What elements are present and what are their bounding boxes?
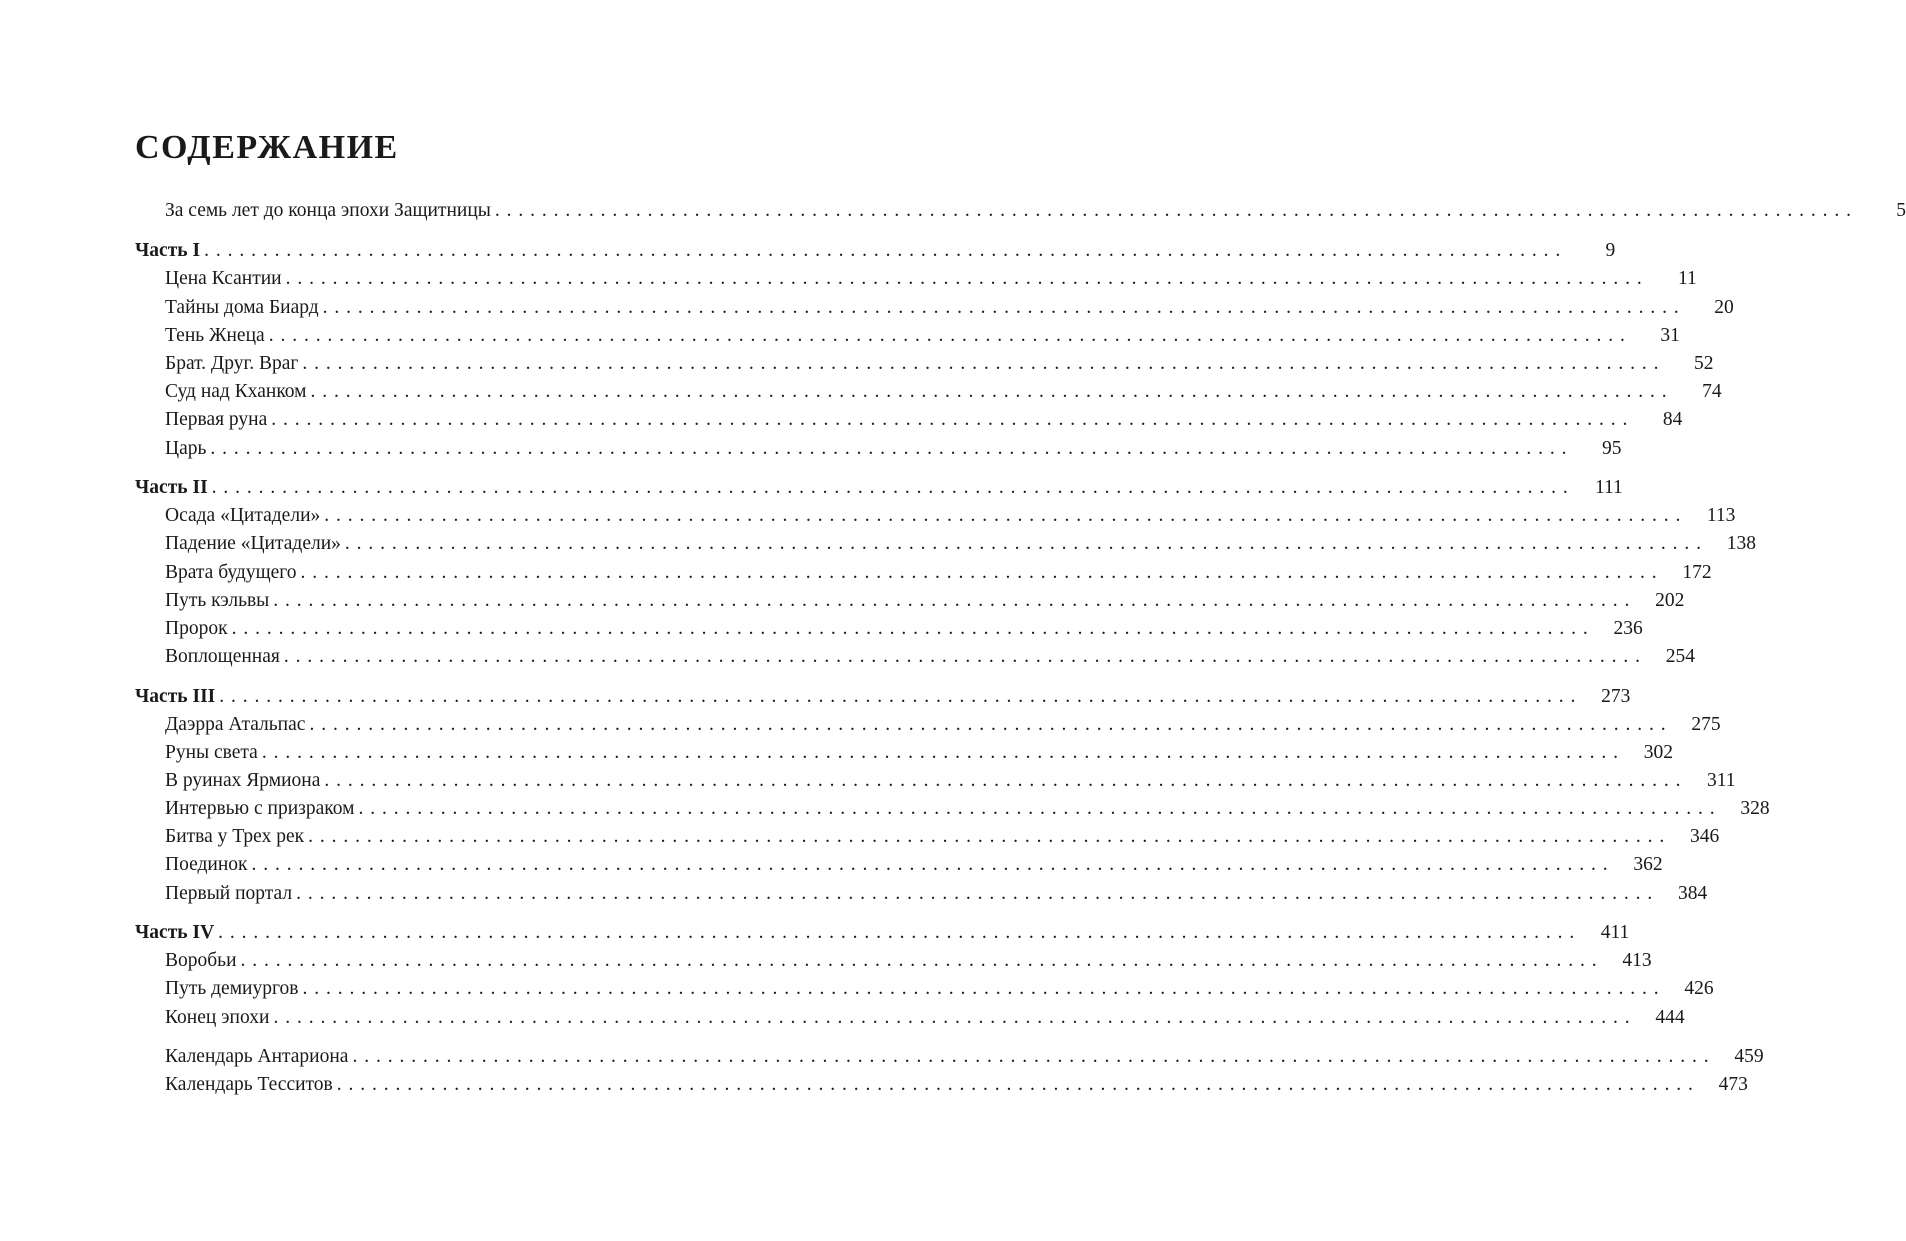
- toc-entry-page: 111: [1594, 477, 1623, 498]
- dot-leader: [358, 795, 1715, 823]
- toc-entry-title: Путь демиургов: [165, 978, 299, 999]
- toc-entry-page: 84: [1662, 409, 1683, 430]
- dot-leader: [302, 350, 1659, 378]
- toc-entry-page: 172: [1682, 562, 1712, 583]
- dot-leader: [273, 587, 1630, 615]
- toc-entry-title: Воробьи: [165, 950, 237, 971]
- toc-entry-title: Даэрра Атальпас: [165, 714, 306, 735]
- toc-entry-page: 302: [1643, 742, 1673, 763]
- toc-entry-page: 9: [1605, 240, 1616, 261]
- toc-entry-page: 5: [1896, 200, 1906, 221]
- toc-entry-title: Суд над Кханком: [165, 381, 307, 402]
- toc-part-entry: [0, 237, 1616, 265]
- dot-leader: [241, 947, 1598, 975]
- toc-entry: [0, 530, 1757, 558]
- dot-leader: [212, 474, 1569, 502]
- toc-entry: [0, 1004, 1685, 1032]
- toc-entry-title: Тайны дома Биард: [165, 297, 319, 318]
- toc-entry-title: Календарь Тесситов: [165, 1074, 333, 1095]
- toc-entry: [0, 711, 1721, 739]
- dot-leader: [323, 294, 1680, 322]
- toc-entry-title: В руинах Ярмиона: [165, 770, 321, 791]
- toc-entry-page: 444: [1655, 1007, 1685, 1028]
- toc-part-entry: [0, 919, 1630, 947]
- toc-part-title: Часть II: [135, 477, 208, 498]
- toc-entry: [0, 975, 1714, 1003]
- toc-entry: [0, 739, 1673, 767]
- toc-entry: [0, 294, 1734, 322]
- toc-entry: [0, 851, 1663, 879]
- dot-leader: [252, 851, 1609, 879]
- dot-leader: [311, 378, 1668, 406]
- dot-leader: [324, 502, 1681, 530]
- toc-entry-page: 95: [1602, 438, 1622, 459]
- dot-leader: [269, 322, 1626, 350]
- toc-entry-page: 236: [1613, 618, 1643, 639]
- dot-leader: [284, 643, 1641, 671]
- toc-entry-page: 346: [1689, 826, 1720, 847]
- toc-entry-page: 426: [1684, 978, 1714, 999]
- toc-entry-page: 20: [1714, 297, 1734, 318]
- dot-leader: [337, 1071, 1694, 1099]
- toc-part-title: Часть III: [135, 686, 216, 707]
- dot-leader: [219, 683, 1576, 711]
- toc-entry-title: Первый портал: [165, 883, 293, 904]
- toc-entry-title: Пророк: [165, 618, 228, 639]
- toc-entry: [0, 559, 1712, 587]
- toc-entry: [0, 1071, 1748, 1099]
- toc-entry-title: Врата будущего: [165, 562, 297, 583]
- toc-entry: [0, 197, 1906, 225]
- toc-entry-title: Интервью с призраком: [165, 798, 355, 819]
- dot-leader: [204, 237, 1561, 265]
- toc-entry: [0, 643, 1695, 671]
- toc-entry: [0, 265, 1697, 293]
- toc-entry: [0, 880, 1708, 908]
- toc-entry-page: 11: [1677, 268, 1697, 289]
- toc-entry-page: 411: [1600, 922, 1630, 943]
- dot-leader: [218, 919, 1575, 947]
- toc-part-entry: [0, 474, 1623, 502]
- toc-entry-page: 413: [1622, 950, 1652, 971]
- toc-entry: [0, 587, 1685, 615]
- toc-entry-title: Календарь Антариона: [165, 1046, 349, 1067]
- dot-leader: [296, 880, 1653, 908]
- toc-part-entry: [0, 683, 1631, 711]
- toc-entry-title: Тень Жнеца: [165, 325, 265, 346]
- dot-leader: [273, 1004, 1630, 1032]
- dot-leader: [308, 823, 1665, 851]
- toc-entry-page: 202: [1655, 590, 1685, 611]
- toc-entry-page: 275: [1691, 714, 1721, 735]
- dot-leader: [262, 739, 1619, 767]
- toc-entry-page: 273: [1601, 686, 1631, 707]
- toc-entry-title: Первая руна: [165, 409, 268, 430]
- toc-entry-title: Битва у Трех рек: [165, 826, 305, 847]
- toc-entry: [0, 1043, 1764, 1071]
- dot-leader: [345, 530, 1702, 558]
- toc-entry-page: 74: [1702, 381, 1722, 402]
- toc-entry-title: Царь: [165, 438, 207, 459]
- dot-leader: [352, 1043, 1709, 1071]
- toc-entry-title: За семь лет до конца эпохи Защитницы: [165, 200, 491, 221]
- page-title: СОДЕРЖАНИЕ: [135, 129, 399, 166]
- toc-entry: [0, 795, 1770, 823]
- dot-leader: [271, 406, 1628, 434]
- toc-entry: [0, 350, 1714, 378]
- toc-entry-title: Осада «Цитадели»: [165, 505, 321, 526]
- dot-leader: [210, 435, 1567, 463]
- toc-entry-title: Руны света: [165, 742, 258, 763]
- toc-entry-page: 254: [1665, 646, 1695, 667]
- dot-leader: [324, 767, 1681, 795]
- dot-leader: [309, 711, 1666, 739]
- dot-leader: [232, 615, 1589, 643]
- toc-entry-title: Поединок: [165, 854, 248, 875]
- toc-entry: [0, 947, 1652, 975]
- toc-entry-title: Брат. Друг. Враг: [165, 353, 299, 374]
- toc-entry-page: 362: [1633, 854, 1663, 875]
- toc-entry-page: 52: [1694, 353, 1714, 374]
- toc-part-title: Часть IV: [135, 922, 215, 943]
- toc-entry-page: 328: [1740, 798, 1770, 819]
- toc-entry: [0, 406, 1683, 434]
- toc-part-title: Часть I: [135, 240, 201, 261]
- toc-entry-page: 113: [1706, 505, 1736, 526]
- toc-entry-page: 311: [1706, 770, 1736, 791]
- toc-entry: [0, 823, 1720, 851]
- dot-leader: [302, 975, 1659, 1003]
- toc-entry-title: Путь кэльвы: [165, 590, 270, 611]
- dot-leader: [495, 197, 1852, 225]
- toc-entry: [0, 435, 1622, 463]
- dot-leader: [286, 265, 1643, 293]
- toc-entry-page: 473: [1718, 1074, 1748, 1095]
- toc-entry-page: 459: [1734, 1046, 1764, 1067]
- toc-entry-page: 31: [1660, 325, 1680, 346]
- toc-entry-title: Цена Ксантии: [165, 268, 282, 289]
- toc-entry-title: Падение «Цитадели»: [165, 533, 341, 554]
- toc-entry: [0, 322, 1680, 350]
- dot-leader: [301, 559, 1658, 587]
- toc-entry: [0, 767, 1736, 795]
- toc-entry: [0, 615, 1643, 643]
- toc-entry-title: Конец эпохи: [165, 1007, 270, 1028]
- toc-entry-page: 384: [1677, 883, 1708, 904]
- toc-entry-title: Воплощенная: [165, 646, 280, 667]
- toc-entry: [0, 502, 1736, 530]
- toc-entry-page: 138: [1726, 533, 1757, 554]
- toc-entry: [0, 378, 1722, 406]
